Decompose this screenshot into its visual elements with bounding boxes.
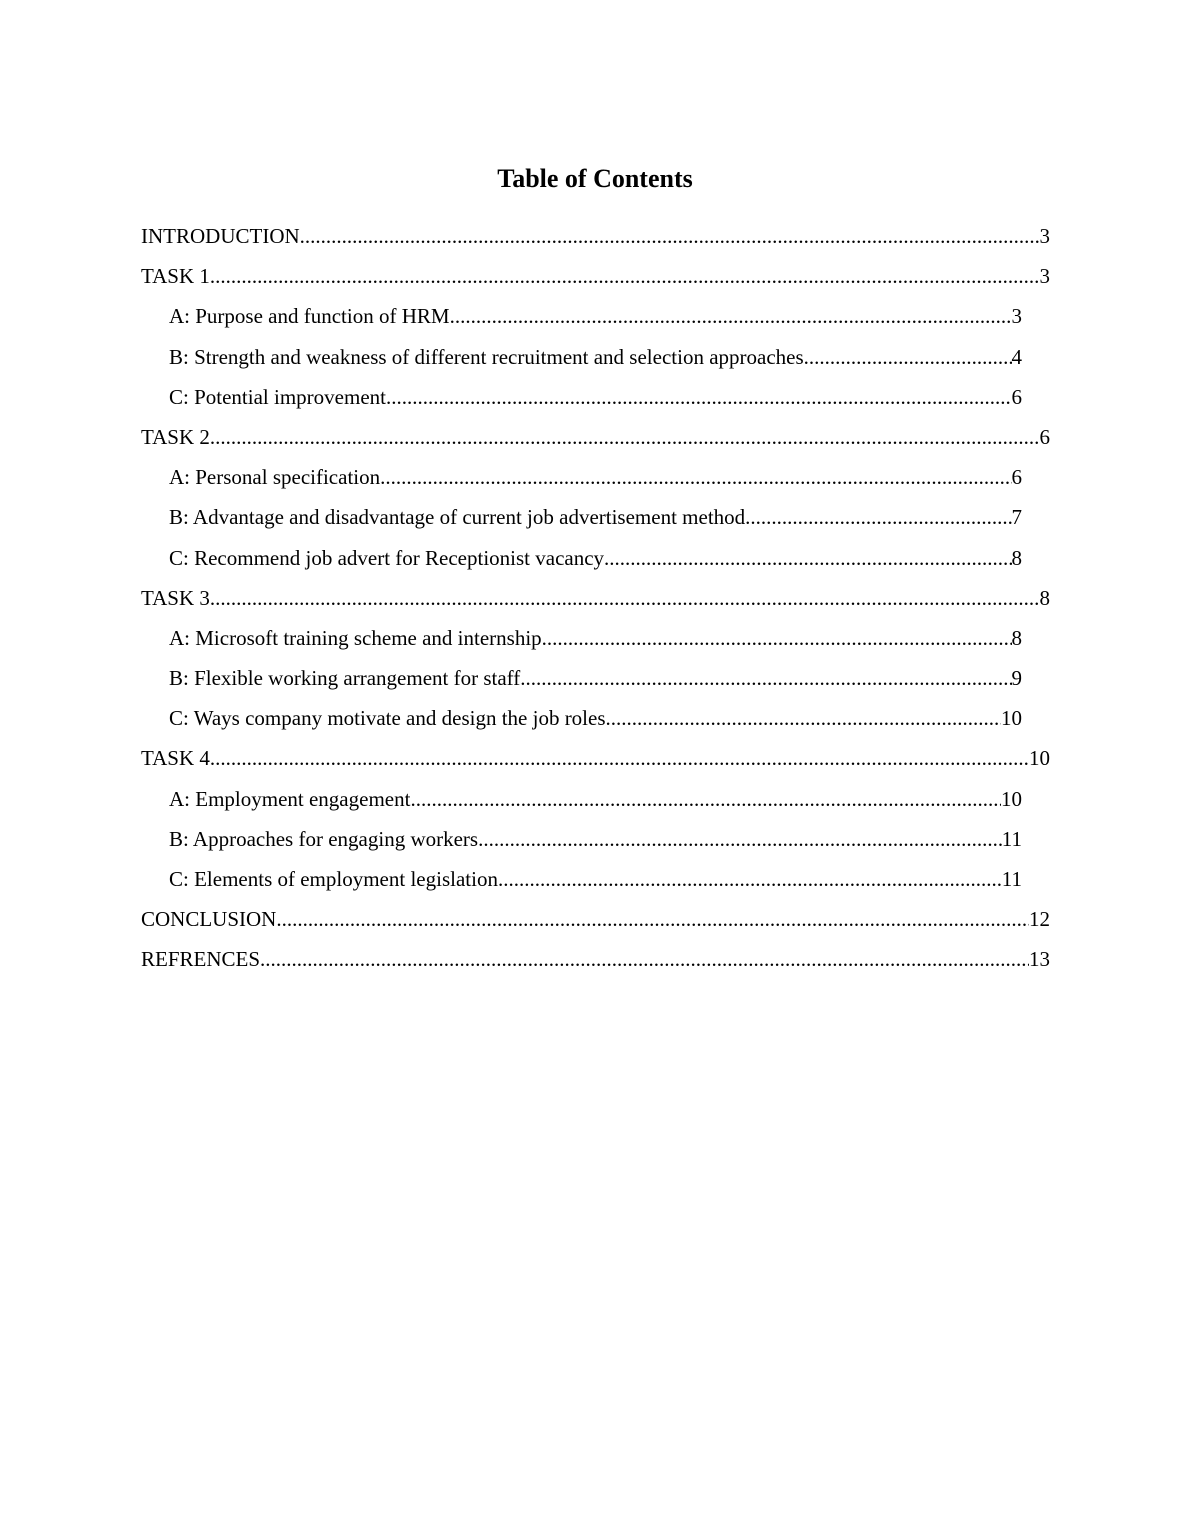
toc-dot-leader xyxy=(606,702,1001,734)
toc-entry-text: A: Employment engagement xyxy=(169,786,411,811)
toc-page-number: 10 xyxy=(1001,706,1022,731)
toc-dot-leader xyxy=(520,662,1011,694)
toc-dot-leader xyxy=(450,300,1012,332)
toc-page-number: 3 xyxy=(1011,304,1022,329)
toc-entry-text: A: Purpose and function of HRM xyxy=(169,304,450,329)
toc-dot-leader xyxy=(210,421,1040,453)
toc-page-number: 10 xyxy=(1001,786,1022,811)
toc-entry-text: REFRENCES xyxy=(141,947,261,972)
toc-entry-text: B: Strength and weakness of different recruitment and selection approaches xyxy=(169,344,804,369)
toc-dot-leader xyxy=(380,461,1011,493)
toc-dot-leader xyxy=(542,622,1012,654)
toc-page-number: 4 xyxy=(1011,344,1022,369)
toc-entry-text: C: Elements of employment legislation xyxy=(169,867,498,891)
toc-entry-task-1[interactable] xyxy=(141,260,1050,300)
toc-dot-leader xyxy=(260,943,1029,975)
toc-dot-leader xyxy=(410,783,1001,815)
toc-dot-leader xyxy=(210,260,1040,292)
toc-entry-task-2-b[interactable] xyxy=(169,501,1022,541)
toc-page-number: 6 xyxy=(1011,465,1022,490)
toc-dot-leader xyxy=(276,903,1029,935)
toc-dot-leader xyxy=(745,501,1011,533)
toc-entry-task-3-b[interactable] xyxy=(169,662,1022,702)
toc-entry-introduction[interactable] xyxy=(141,220,1050,260)
toc-entry-task-2-c[interactable] xyxy=(169,542,1022,582)
toc-page-number: 8 xyxy=(1039,585,1050,610)
toc-dot-leader xyxy=(300,220,1040,252)
toc-page-number: 3 xyxy=(1039,224,1050,248)
toc-page-number: 8 xyxy=(1011,545,1022,570)
toc-entry-text: B: Advantage and disadvantage of current job advertisement method xyxy=(169,505,746,530)
toc-entry-text: INTRODUCTION xyxy=(141,224,300,248)
toc-entry-text: B: Approaches for engaging workers xyxy=(169,826,479,851)
toc-entry-references[interactable] xyxy=(141,943,1050,983)
toc-entry-task-4[interactable] xyxy=(141,742,1050,782)
toc-dot-leader xyxy=(478,823,1002,855)
toc-entry-task-3[interactable] xyxy=(141,582,1050,622)
toc-entry-task-2[interactable] xyxy=(141,421,1050,461)
toc-list xyxy=(141,220,1050,984)
toc-dot-leader xyxy=(804,341,1012,373)
toc-page-number: 7 xyxy=(1011,505,1022,530)
toc-entry-text: A: Personal specification xyxy=(169,465,381,490)
toc-page-number: 3 xyxy=(1039,264,1050,289)
toc-page-number: 10 xyxy=(1029,746,1050,771)
toc-entry-task-1-c[interactable] xyxy=(169,381,1022,421)
toc-entry-task-3-c[interactable] xyxy=(169,702,1022,742)
toc-entry-task-3-a[interactable] xyxy=(169,622,1022,662)
toc-entry-task-4-b[interactable] xyxy=(169,823,1022,863)
toc-dot-leader xyxy=(498,863,1002,895)
toc-entry-text: C: Potential improvement xyxy=(169,384,386,409)
toc-entry-task-2-a[interactable] xyxy=(169,461,1022,501)
toc-entry-text: C: Ways company motivate and design the job roles xyxy=(169,706,606,731)
toc-dot-leader xyxy=(604,542,1011,574)
toc-title: Table of Contents xyxy=(497,164,693,193)
toc-entry-task-4-c[interactable] xyxy=(169,863,1022,903)
toc-page-number: 13 xyxy=(1029,947,1050,972)
toc-page-number: 12 xyxy=(1029,907,1050,932)
toc-entry-text: C: Recommend job advert for Receptionist vacancy xyxy=(169,545,605,570)
toc-page-number: 9 xyxy=(1011,666,1022,691)
toc-entry-text: A: Microsoft training scheme and internship xyxy=(169,625,542,650)
toc-entry-conclusion[interactable] xyxy=(141,903,1050,943)
toc-entry-text: TASK 3 xyxy=(141,585,210,610)
toc-entry-text: TASK 2 xyxy=(141,424,210,449)
toc-entry-text: B: Flexible working arrangement for staff xyxy=(169,666,521,691)
toc-entry-text: TASK 4 xyxy=(141,746,210,771)
toc-dot-leader xyxy=(210,582,1040,614)
toc-entry-text: TASK 1 xyxy=(141,264,210,289)
toc-page-number: 8 xyxy=(1011,625,1022,650)
toc-entry-task-1-a[interactable] xyxy=(169,300,1022,340)
toc-page-number: 6 xyxy=(1039,424,1050,449)
toc-dot-leader xyxy=(386,381,1012,413)
toc-entry-text: CONCLUSION xyxy=(141,907,277,932)
toc-entry-task-1-b[interactable] xyxy=(169,341,1022,381)
toc-page-number: 11 xyxy=(1001,826,1022,851)
toc-page-number: 11 xyxy=(1001,867,1022,891)
toc-dot-leader xyxy=(210,742,1029,774)
toc-page-number: 6 xyxy=(1011,384,1022,409)
toc-entry-task-4-a[interactable] xyxy=(169,783,1022,823)
